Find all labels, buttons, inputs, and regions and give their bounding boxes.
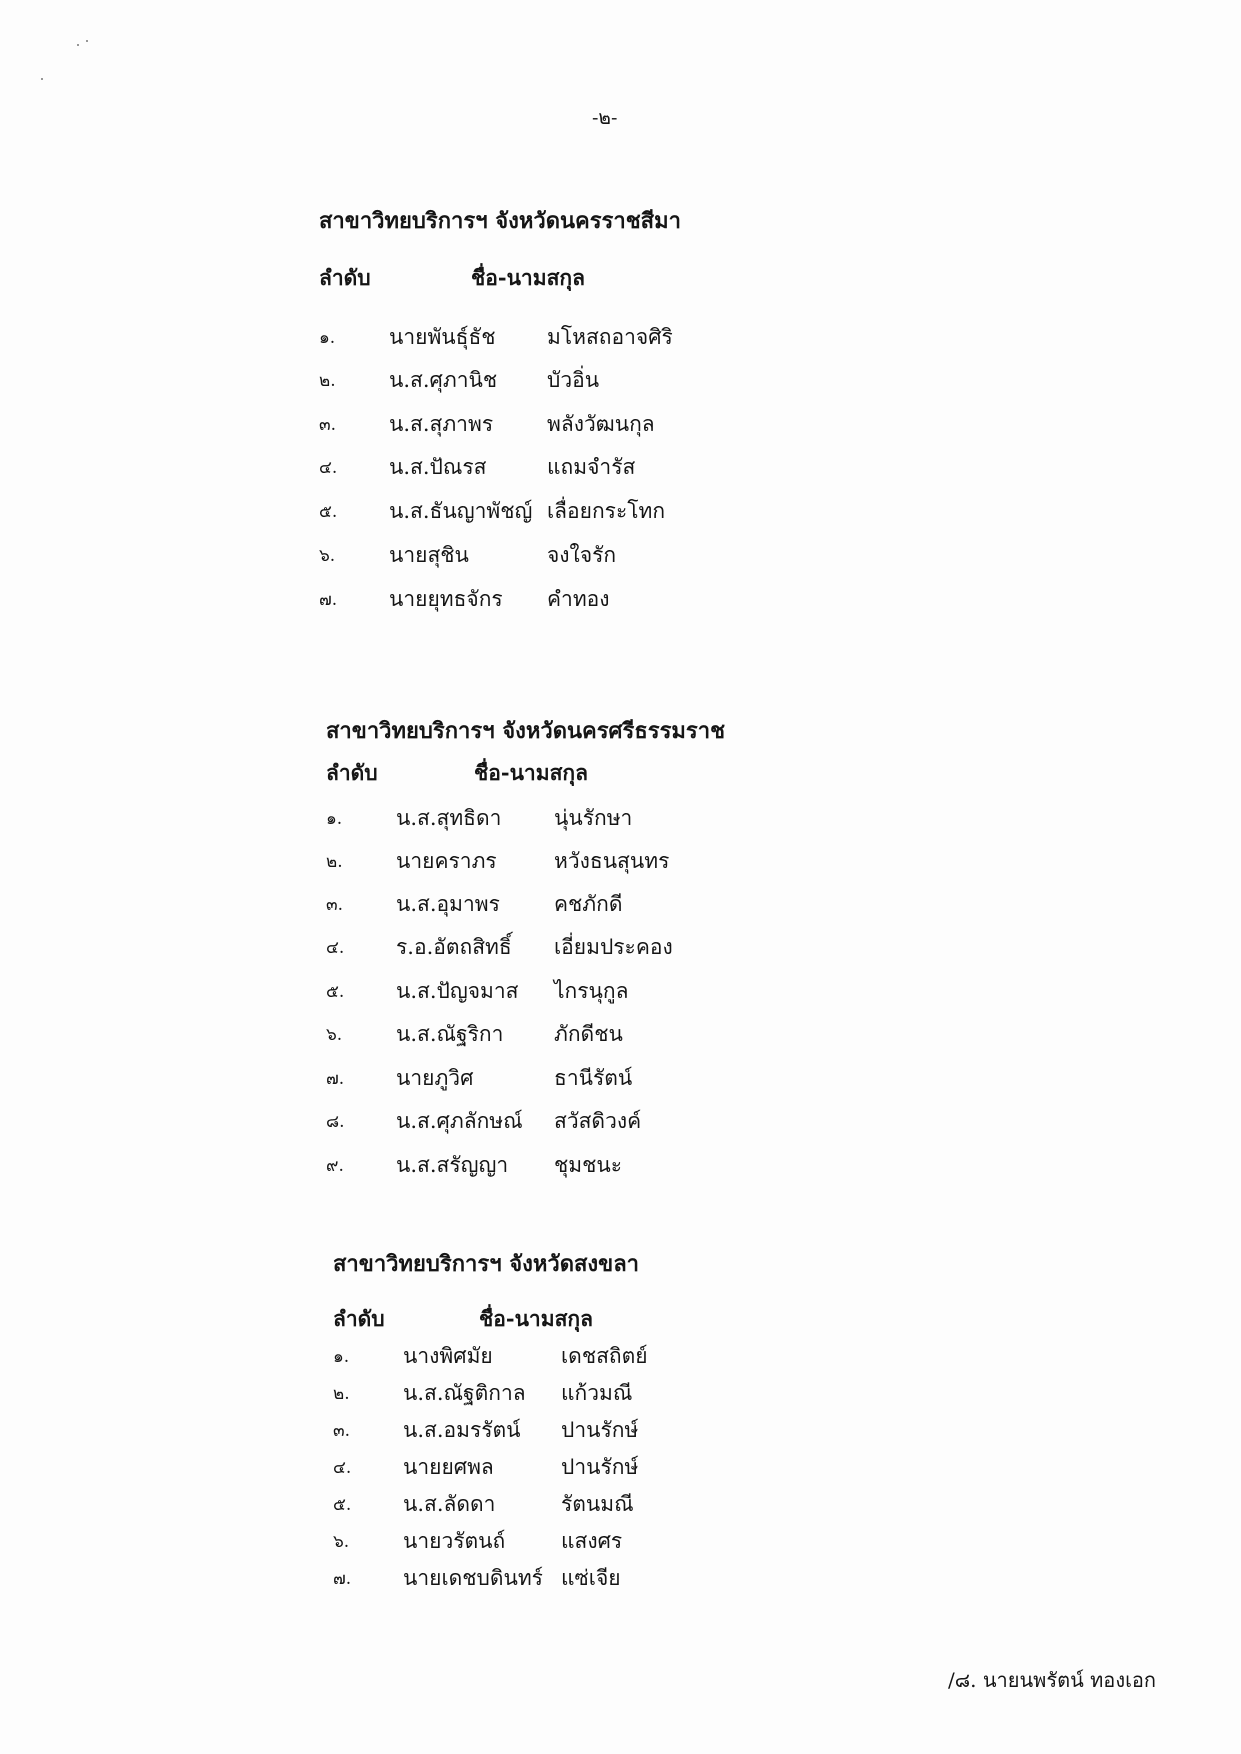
list-item (326, 975, 746, 1005)
item-first-name: นายคราภร (396, 849, 497, 873)
item-number: ๕. (326, 982, 345, 1002)
item-first-name: น.ส.ศุภานิช (389, 368, 498, 392)
item-number: ๒. (333, 1384, 350, 1404)
list-item (333, 1525, 753, 1555)
item-first-name: น.ส.ปัณรส (389, 455, 487, 479)
item-first-name: น.ส.อุมาพร (396, 892, 500, 916)
list-item (333, 1562, 753, 1592)
list-item (326, 1018, 746, 1048)
list-item (319, 451, 739, 481)
item-number: ๔. (326, 938, 345, 958)
list-item (326, 1062, 746, 1092)
item-number: ๓. (326, 895, 344, 915)
item-last-name: เดชสถิตย์ (561, 1344, 648, 1368)
header-name: ชื่อ-นามสกุล (471, 265, 585, 290)
item-number: ๒. (326, 852, 343, 872)
item-last-name: ไกรนุกูล (554, 979, 629, 1003)
section-nakhon-si-thammarat (326, 713, 786, 1183)
item-number: ๖. (333, 1532, 350, 1552)
list-header (319, 262, 739, 292)
list-item (326, 802, 746, 832)
item-number: ๔. (333, 1458, 352, 1478)
section-title: สาขาวิทยบริการฯ จังหวัดนครราชสีมา (319, 208, 681, 234)
item-first-name: ร.อ.อัตถสิทธิ์ (396, 935, 512, 959)
item-first-name: น.ส.สุภาพร (389, 412, 494, 436)
item-first-name: นายยศพล (403, 1455, 494, 1479)
list-item (333, 1414, 753, 1444)
list-item (333, 1340, 753, 1370)
page-number: -๒- (592, 107, 618, 129)
item-first-name: น.ส.ศุภลักษณ์ (396, 1109, 523, 1133)
item-number: ๘. (326, 1112, 345, 1132)
item-last-name: เอี่ยมประคอง (554, 935, 673, 959)
item-first-name: นายสุชิน (389, 543, 469, 567)
list-item (319, 364, 739, 394)
item-first-name: น.ส.ณัฐริกา (396, 1022, 504, 1046)
header-name: ชื่อ-นามสกุล (474, 760, 588, 785)
item-number: ๕. (333, 1495, 352, 1515)
section-title: สาขาวิทยบริการฯ จังหวัดสงขลา (333, 1251, 640, 1277)
item-last-name: นุ่นรักษา (554, 806, 633, 830)
item-first-name: นายวรัตนถ์ (403, 1529, 506, 1553)
header-order: ลำดับ (319, 265, 371, 290)
item-first-name: น.ส.ลัดดา (403, 1492, 496, 1516)
item-first-name: นายเดชบดินทร์ (403, 1566, 543, 1590)
list-item (319, 495, 739, 525)
item-first-name: นายพันธุ์ธัช (389, 325, 496, 349)
item-last-name: คชภักดี (554, 892, 623, 916)
item-first-name: นางพิศมัย (403, 1344, 493, 1368)
item-last-name: บัวอิ่น (547, 368, 600, 392)
item-last-name: มโหสถอาจศิริ (547, 325, 673, 349)
item-last-name: เลื่อยกระโทก (547, 499, 666, 523)
header-order: ลำดับ (333, 1306, 385, 1331)
list-header (333, 1303, 753, 1333)
item-first-name: น.ส.อมรรัตน์ (403, 1418, 521, 1442)
item-first-name: นายภูวิศ (396, 1066, 474, 1090)
item-number: ๓. (319, 415, 337, 435)
item-last-name: หวังธนสุนทร (554, 849, 670, 873)
item-first-name: นายยุทธจักร (389, 587, 503, 611)
item-number: ๒. (319, 371, 336, 391)
list-item (319, 321, 739, 351)
scan-speck (86, 40, 88, 42)
item-last-name: ปานรักษ์ (561, 1455, 639, 1479)
list-item (326, 931, 746, 961)
item-last-name: ธานีรัตน์ (554, 1066, 633, 1090)
list-item (319, 539, 739, 569)
item-number: ๑. (319, 328, 336, 348)
item-first-name: น.ส.ปัญจมาส (396, 979, 519, 1003)
item-first-name: น.ส.ณัฐติกาล (403, 1381, 526, 1405)
item-number: ๑. (326, 809, 343, 829)
section-nakhon-ratchasima (319, 203, 779, 623)
list-item (326, 1149, 746, 1179)
item-number: ๖. (326, 1025, 343, 1045)
item-last-name: ชุมชนะ (554, 1153, 622, 1177)
item-number: ๙. (326, 1156, 344, 1176)
item-number: ๗. (319, 590, 338, 610)
list-item (333, 1488, 753, 1518)
item-last-name: จงใจรัก (547, 543, 617, 567)
item-last-name: ภักดีชน (554, 1022, 623, 1046)
item-last-name: แซ่เจีย (561, 1566, 621, 1590)
header-order: ลำดับ (326, 760, 378, 785)
item-last-name: แก้วมณี (561, 1381, 633, 1405)
list-item (333, 1377, 753, 1407)
continuation-note: /๘. นายนพรัตน์ ทองเอก (948, 1668, 1157, 1692)
list-header (326, 757, 746, 787)
item-number: ๕. (319, 502, 338, 522)
section-songkhla (333, 1246, 793, 1606)
item-last-name: รัตนมณี (561, 1492, 634, 1516)
item-first-name: น.ส.สรัญญา (396, 1153, 509, 1177)
list-item (326, 845, 746, 875)
item-last-name: คำทอง (547, 587, 610, 611)
item-last-name: แสงศร (561, 1529, 623, 1553)
item-last-name: ปานรักษ์ (561, 1418, 639, 1442)
item-last-name: พลังวัฒนกุล (547, 412, 655, 436)
item-last-name: แถมจำรัส (547, 455, 636, 479)
item-last-name: สวัสดิวงค์ (554, 1109, 642, 1133)
item-number: ๔. (319, 458, 338, 478)
item-first-name: น.ส.ธันญาพัชญ์ (389, 499, 533, 523)
item-number: ๗. (333, 1569, 352, 1589)
item-number: ๗. (326, 1069, 345, 1089)
section-title: สาขาวิทยบริการฯ จังหวัดนครศรีธรรมราช (326, 718, 725, 744)
list-item (326, 1105, 746, 1135)
list-item (333, 1451, 753, 1481)
scan-speck (77, 44, 79, 46)
list-item (319, 583, 739, 613)
item-first-name: น.ส.สุทธิดา (396, 806, 502, 830)
list-item (326, 888, 746, 918)
item-number: ๖. (319, 546, 336, 566)
header-name: ชื่อ-นามสกุล (479, 1306, 593, 1331)
item-number: ๓. (333, 1421, 351, 1441)
list-item (319, 408, 739, 438)
scan-speck (41, 78, 43, 80)
item-number: ๑. (333, 1347, 350, 1367)
